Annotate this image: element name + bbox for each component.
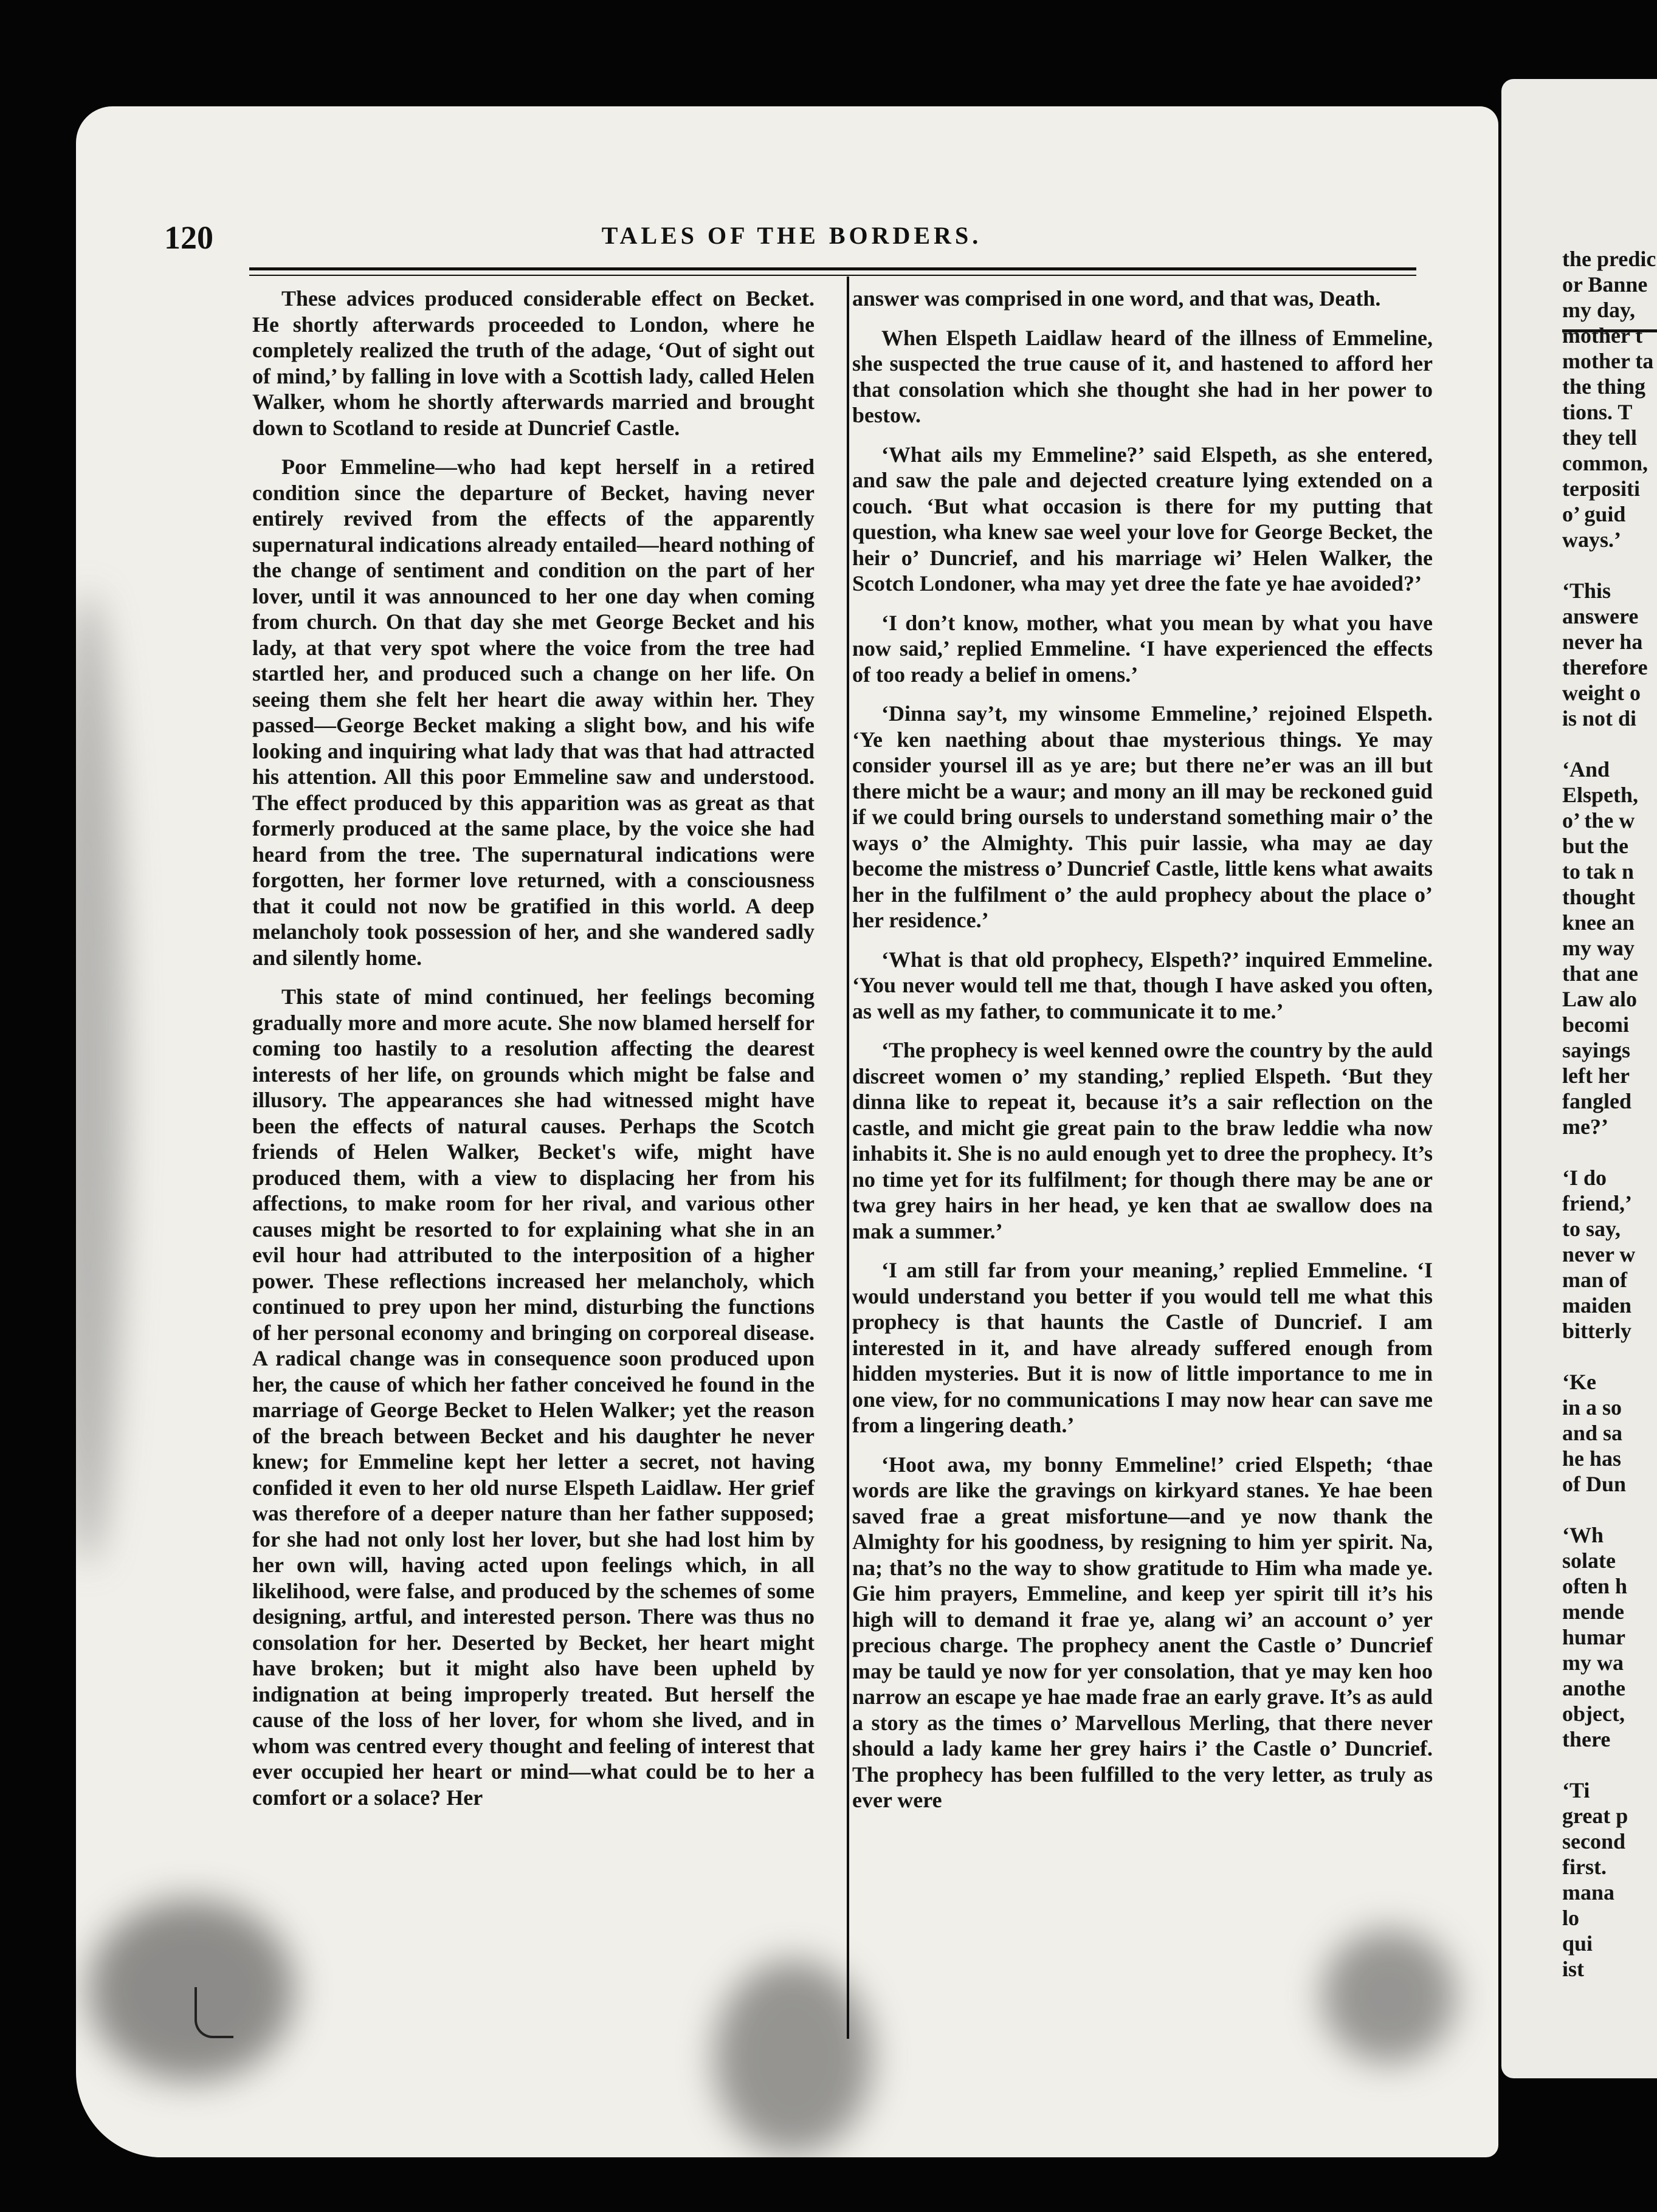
corner-pencil-mark xyxy=(195,1987,233,2038)
column-divider xyxy=(847,276,849,2039)
paragraph: When Elspeth Laidlaw heard of the illness of Emmeline, she suspected the true cause of it, and hastened to afford her that consolation which she thought she had in her power to bestow. xyxy=(852,325,1433,427)
paragraph: ‘What is that old prophecy, Elspeth?’ inquired Emmeline. ‘You never would tell me that, though I have asked you often, as well as my father, to communicate it to me.’ xyxy=(852,947,1433,1023)
paragraph: ‘Dinna say’t, my winsome Emmeline,’ rejoined Elspeth. ‘Ye ken naething about thae mysterious things. Ye may consider yoursel ill as ye are; but there ne’er was an ill but there micht be a waur; and mony an ill may be reckoned guid if we could bring oursels to understand something mair o’ the ways o’ the Almighty. This puir lassie, wha may ae day become the mistress o’ Duncrief Castle, little kens what awaits her in the fulfilment o’ the auld prophecy about the place o’ her residence.’ xyxy=(852,701,1433,932)
paragraph: answer was comprised in one word, and that was, Death. xyxy=(852,286,1381,311)
paragraph: ‘I am still far from your meaning,’ replied Emmeline. ‘I would understand you better if you would tell me what this prophecy is that haunts the Castle of Duncrief. I am interested in it, and have already suffered enough from hidden mysteries. But it is now of little importance to me in one view, for no communications I may now hear can save me from a lingering death.’ xyxy=(852,1258,1433,1437)
adjacent-page-edge xyxy=(1501,79,1657,2078)
header-rule xyxy=(249,267,1416,270)
left-column xyxy=(252,286,815,1824)
ink-smudge xyxy=(88,1899,295,2081)
paragraph: ‘What ails my Emmeline?’ said Elspeth, as she entered, and saw the pale and dejected creature lying extended on a couch. ‘But what occasion is there for my putting that question, wha knew sae weel your love for George Becket, the heir o’ Duncrief, and his marriage wi’ Helen Walker, the Scotch Londoner, wha may yet dree the fate ye hae avoided?’ xyxy=(852,442,1433,596)
ink-smudge xyxy=(1322,1929,1456,2063)
paragraph: Poor Emmeline—who had kept herself in a retired condition since the departure of Becket, having never entirely revived from the effects of the apparently supernatural indications already entailed—heard nothing of the change of sentiment and condition on the part of her lover, until it was announced to her one day when coming from church. On that day she met George Becket and his lady, at that very spot where the voice from the tree had startled her, and produced such a change on her life. On seeing them she felt her heart die away within her. They passed—George Becket making a slight bow, and his wife looking and inquiring what lady that was that had attracted his attention. All this poor Emmeline saw and understood. The effect produced by this apparition was as great as that formerly produced at the same place, by the voice she had heard from the tree. The supernatural indications were forgotten, her former love returned, with a consciousness that it could not now be gratified in this world. A deep melancholy took possession of her, and she wandered sadly and silently home. xyxy=(252,455,815,970)
header-rule-thin xyxy=(249,275,1416,276)
page-number: 120 xyxy=(164,219,213,256)
paragraph: ‘Hoot awa, my bonny Emmeline!’ cried Elspeth; ‘thae words are like the gravings on kirkyard stanes. Ye hae been saved frae a great misfortune—and ye now thank the Almighty for his goodness, by resigning to him yer spirit. Na, na; that’s no the way to show gratitude to Him wha made ye. Gie him prayers, Emmeline, and keep yer spirit till it’s his high will to demand it frae ye, alang wi’ an account o’ yer precious charge. The prophecy anent the Castle o’ Duncrief may be tauld ye now for yer consolation, that ye may ken hoo narrow an escape ye hae made frae an early grave. It’s as auld a story as the times o’ Marvellous Merling, that there never should a lady kame her grey hairs i’ the Castle o’ Duncrief. The prophecy has been fulfilled to the very letter, as truly as ever were xyxy=(852,1452,1433,1812)
paragraph: This state of mind continued, her feelings becoming gradually more and more acute. She now blamed herself for coming too hastily to a resolution affecting the dearest interests of her life, on grounds which might be false and illusory. The appearances she had witnessed might have been the effects of natural causes. Perhaps the Scotch friends of Helen Walker, Becket's wife, might have produced them, with a view to displacing her from his affections, to make room for her rival, and various other causes might be resorted to for explaining what she in an evil hour had attributed to the interposition of a higher power. These reflections increased her melancholy, which continued to prey upon her mind, disturbing the functions of her personal economy and bringing on corporeal disease. A radical change was in consequence soon produced upon her, the cause of which her father conceived he found in the marriage of George Becket to Helen Walker; yet the reason of the breach between Becket and his daughter he never knew; for Emmeline kept her letter a secret, not having confided it even to her old nurse Elspeth Laidlaw. Her grief was therefore of a deeper nature than her father supposed; for she had not only lost her lover, but she had lost him by her own will, having acted upon feelings which, in all likelihood, were false, and produced by the schemes of some designing, artful, and interested person. There was thus no consolation for her. Deserted by Becket, her heart might have broken; but it might also have been upheld by indignation at being improperly treated. But herself the cause of the loss of her lover, for whom she lived, and in whom was centred every thought and feeling of interest that ever occupied her heart or mind—what could be to her a comfort or a solace? Her xyxy=(252,984,815,1810)
right-column xyxy=(852,286,1433,1827)
paragraph: These advices produced considerable effect on Becket. He shortly afterwards proceeded to London, where he completely realized the truth of the adage, ‘Out of sight out of mind,’ by falling in love with a Scottish lady, called Helen Walker, whom he shortly afterwards married and brought down to Scotland to reside at Duncrief Castle. xyxy=(252,286,815,440)
adjacent-page-text: the predic or Banne my day, mother t mother ta the thing tions. T they tell common, terpositi o’ guid ways.’ ‘This answere never ha therefore weight o is not di ‘And Elspeth, o’ the w but the to tak n thought knee an my way that ane Law alo becomi sayings left her fangled me?’ ‘I do friend,’ to say, never w man of maiden bitterly ‘Ke in a so and sa he has of Dun ‘Wh solate often h mende humar my wa anothe object, there ‘Ti great p second first. mana lo qui ist xyxy=(1562,247,1656,1981)
running-title: TALES OF THE BORDERS. xyxy=(601,222,982,249)
paragraph: ‘I don’t know, mother, what you mean by what you have now said,’ replied Emmeline. ‘I have experienced the effects of too ready a belief in omens.’ xyxy=(852,610,1433,687)
page-header xyxy=(164,219,1419,255)
paragraph: ‘The prophecy is weel kenned owre the country by the auld discreet women o’ my standing,’ replied Elspeth. ‘But they dinna like to repeat it, because it’s a sair reflection on the castle, and micht gie great pain to the braw leddie wha now inhabits it. She is no auld enough yet to dree the prophecy. It’s no time yet for its fulfilment; for though there may be ane or twa grey hairs in her head, ye ken that ae swallow does na mak a summer.’ xyxy=(852,1038,1433,1243)
edge-shadow xyxy=(76,592,125,1565)
